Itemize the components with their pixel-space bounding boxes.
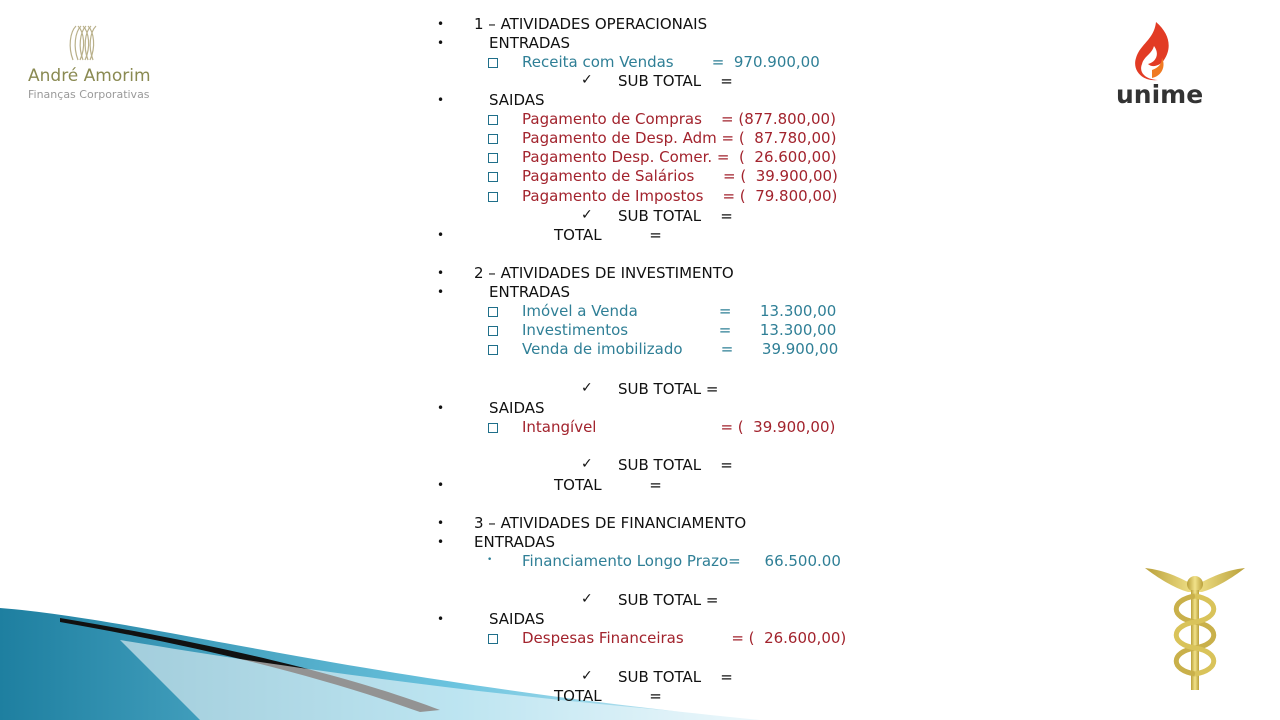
label-saidas: SAIDAS — [489, 610, 545, 628]
square-bullet-icon — [488, 115, 498, 125]
line-pagamento-adm: Pagamento de Desp. Adm = ( 87.780,00) — [522, 129, 837, 147]
label-entradas: ENTRADAS — [474, 533, 556, 551]
line-pagamento-impostos: Pagamento de Impostos = ( 79.800,00) — [522, 187, 838, 205]
label-saidas: SAIDAS — [489, 399, 545, 417]
logo-subtitle: Finanças Corporativas — [28, 88, 150, 101]
bullet-icon: • — [437, 17, 445, 31]
line-intangivel: Intangível = ( 39.900,00) — [522, 418, 836, 436]
label-entradas: ENTRADAS — [489, 283, 571, 301]
checkmark-icon: ✓ — [581, 668, 593, 684]
square-bullet-icon — [488, 134, 498, 144]
square-bullet-icon — [488, 634, 498, 644]
bullet-icon: • — [437, 535, 445, 549]
bullet-icon: • — [437, 36, 445, 50]
total-label: TOTAL = — [554, 226, 662, 244]
subtotal-label: SUB TOTAL = — [618, 380, 719, 398]
caduceus-icon — [1140, 560, 1250, 695]
bullet-icon: • — [437, 401, 445, 415]
andre-amorim-logo — [18, 22, 158, 112]
checkmark-icon: ✓ — [581, 72, 593, 88]
bullet-icon: • — [437, 285, 445, 299]
square-bullet-icon — [488, 345, 498, 355]
flame-icon — [1108, 20, 1208, 82]
line-investimentos: Investimentos = 13.300,00 — [522, 321, 837, 339]
bullet-icon: • — [437, 266, 445, 280]
line-despesas-financeiras: Despesas Financeiras = ( 26.600,00) — [522, 629, 847, 647]
bullet-icon: • — [437, 478, 445, 492]
bullet-icon: • — [437, 228, 445, 242]
square-bullet-icon — [488, 192, 498, 202]
line-receita: Receita com Vendas = 970.900,00 — [522, 53, 820, 71]
unime-logo — [1108, 20, 1208, 112]
subtotal-label: SUB TOTAL = — [618, 456, 733, 474]
total-label: TOTAL = — [554, 476, 662, 494]
subtotal-label: SUB TOTAL = — [618, 668, 733, 686]
checkmark-icon: ✓ — [581, 456, 593, 472]
square-bullet-icon — [488, 58, 498, 68]
line-pagamento-salarios: Pagamento de Salários = ( 39.900,00) — [522, 167, 838, 185]
square-bullet-icon — [488, 307, 498, 317]
line-financiamento: Financiamento Longo Prazo= 66.500.00 — [522, 552, 841, 570]
label-entradas: ENTRADAS — [489, 34, 571, 52]
square-bullet-icon — [488, 423, 498, 433]
section-title-financiamento: 3 – ATIVIDADES DE FINANCIAMENTO — [474, 514, 747, 532]
logo-swirl-icon — [18, 22, 158, 62]
subtotal-label: SUB TOTAL = — [618, 207, 733, 225]
checkmark-icon: ✓ — [581, 380, 593, 396]
bullet-icon: • — [437, 612, 445, 626]
label-saidas: SAIDAS — [489, 91, 545, 109]
bullet-icon: • — [437, 516, 445, 530]
subtotal-label: SUB TOTAL = — [618, 591, 719, 609]
square-bullet-icon — [488, 172, 498, 182]
checkmark-icon: ✓ — [581, 207, 593, 223]
section-title-investimento: 2 – ATIVIDADES DE INVESTIMENTO — [474, 264, 734, 282]
logo-title: André Amorim — [28, 66, 151, 86]
bullet-icon: • — [437, 93, 445, 107]
unime-text: unime — [1116, 80, 1204, 109]
line-imovel: Imóvel a Venda = 13.300,00 — [522, 302, 837, 320]
total-label: TOTAL = — [554, 687, 662, 705]
square-bullet-icon — [488, 153, 498, 163]
line-pagamento-comer: Pagamento Desp. Comer. = ( 26.600,00) — [522, 148, 837, 166]
dot-bullet-icon: • — [487, 555, 493, 565]
line-pagamento-compras: Pagamento de Compras = (877.800,00) — [522, 110, 836, 128]
checkmark-icon: ✓ — [581, 591, 593, 607]
subtotal-label: SUB TOTAL = — [618, 72, 733, 90]
line-venda-imobilizado: Venda de imobilizado = 39.900,00 — [522, 340, 839, 358]
square-bullet-icon — [488, 326, 498, 336]
section-title-operacionais: 1 – ATIVIDADES OPERACIONAIS — [474, 15, 708, 33]
